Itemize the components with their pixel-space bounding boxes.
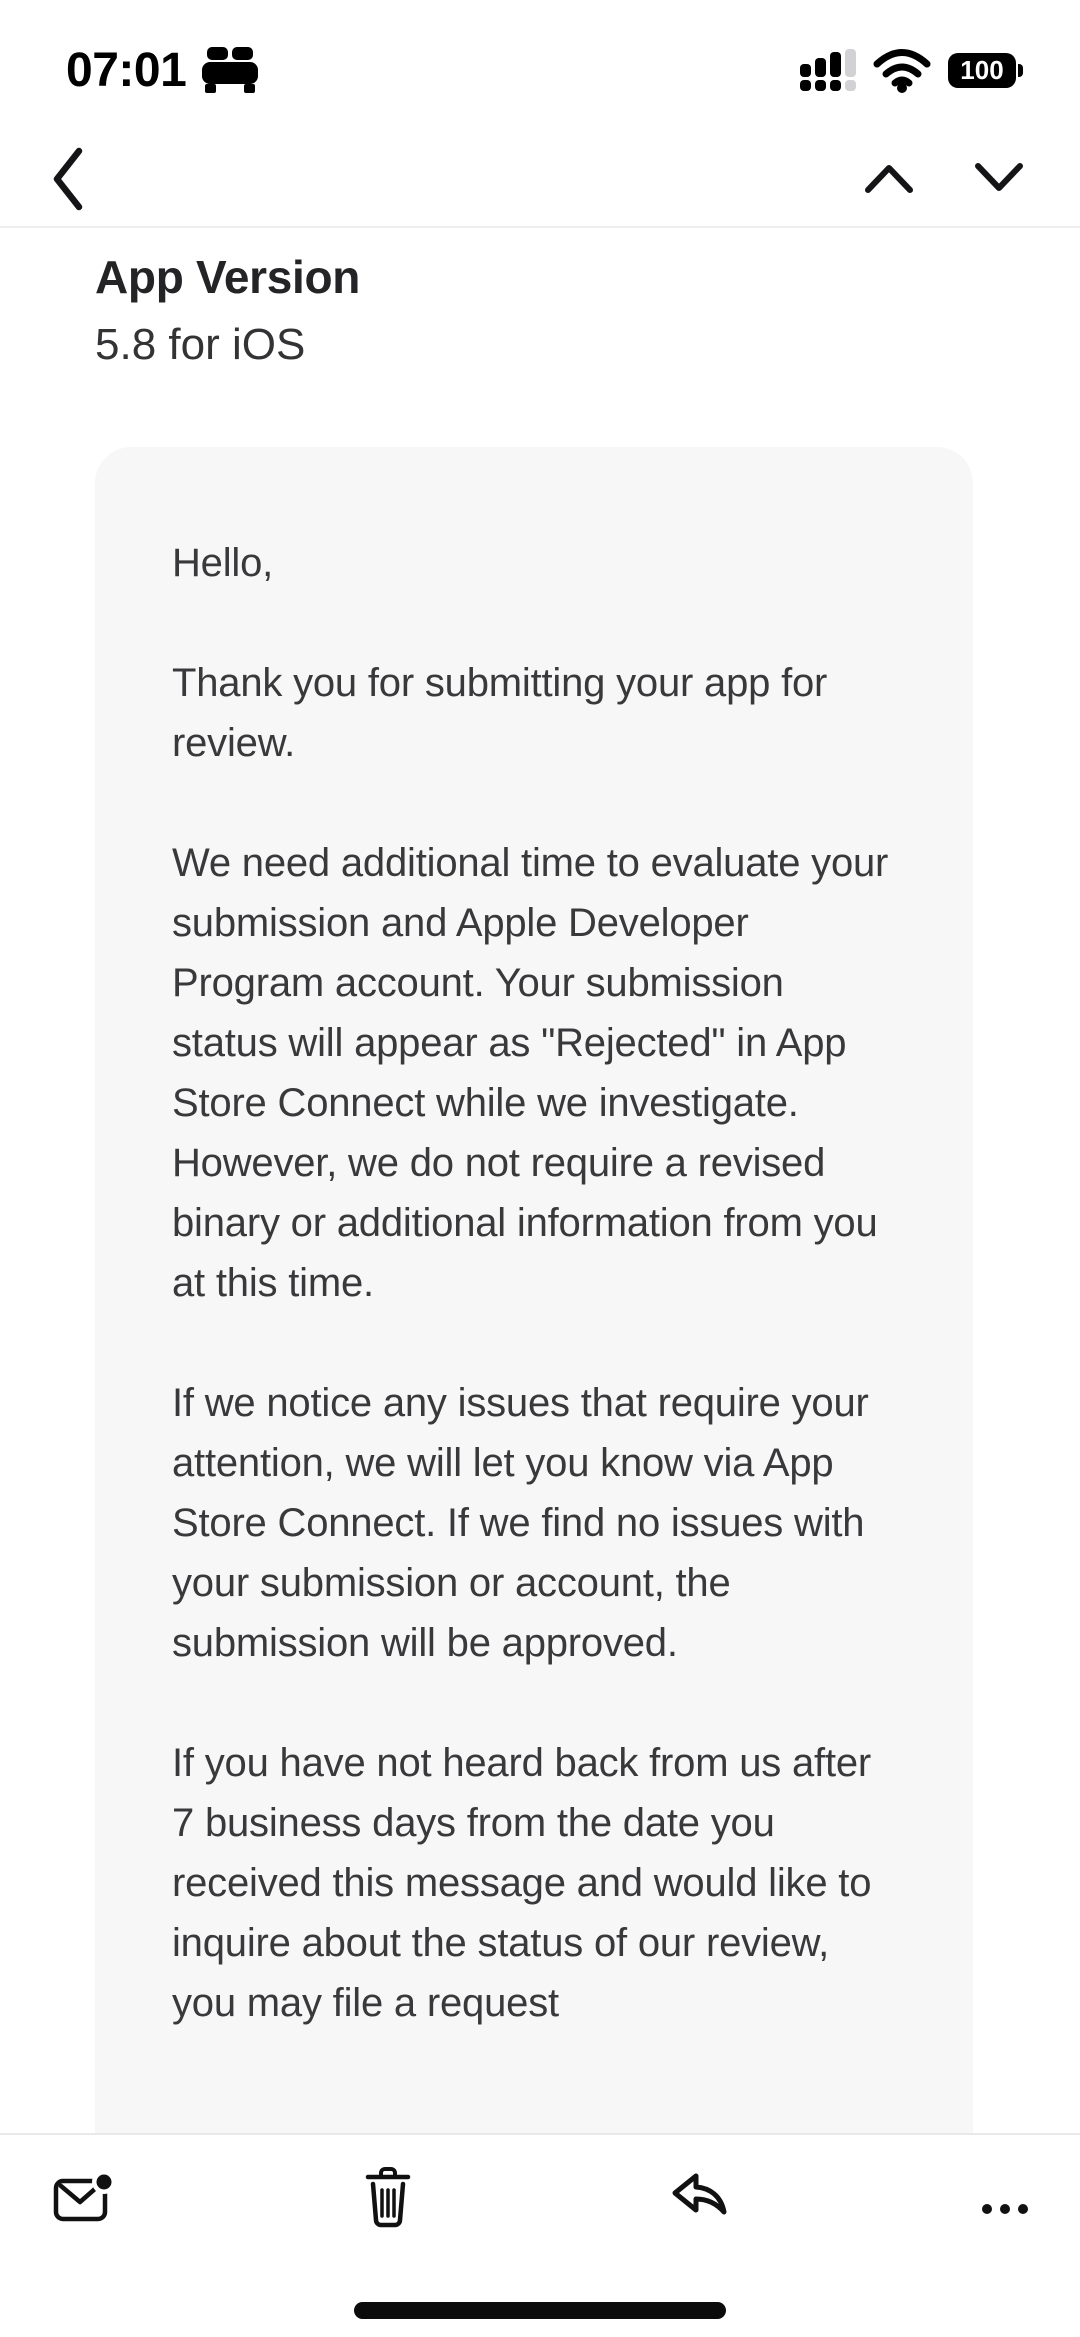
back-button[interactable] [50, 142, 100, 216]
next-message-button[interactable] [972, 156, 1026, 200]
battery-indicator [948, 53, 1016, 88]
reply-button[interactable] [668, 2165, 732, 2229]
ellipsis-icon [981, 2203, 1029, 2215]
body-paragraph: We need additional time to evaluate your submission and Apple Developer Program account. Your submission status will appear as "Rejected" in App Store Connect while we investigate. However, we do not require a revised binary or additional information from you at this time. [172, 841, 889, 1305]
chevron-up-icon [863, 160, 915, 196]
status-time: 07:01 [66, 43, 187, 97]
chevron-left-icon [50, 147, 86, 211]
message-nav-group [862, 156, 1026, 200]
message-subtitle: 5.8 for iOS [95, 320, 306, 369]
delete-button[interactable] [356, 2165, 420, 2229]
message-subject: App Version [95, 251, 361, 303]
body-paragraph: Hello, [172, 541, 274, 585]
envelope-unread-icon [52, 2171, 112, 2223]
bed-icon [202, 47, 258, 93]
body-paragraph: Thank you for submitting your app for review. [172, 661, 828, 765]
previous-message-button[interactable] [862, 156, 916, 200]
email-body-card [95, 447, 973, 2133]
battery-cap [1018, 64, 1023, 77]
nav-bar [0, 130, 1080, 228]
body-paragraph: If you have not heard back from us after 7 business days from the date you received this message and would like to inquire about the status of our review, you may file a request [172, 1741, 872, 2025]
chevron-down-icon [973, 160, 1025, 196]
home-indicator[interactable] [354, 2302, 726, 2319]
message-header [95, 250, 360, 370]
more-button[interactable] [973, 2177, 1037, 2241]
mark-unread-button[interactable] [50, 2165, 114, 2229]
email-body [95, 447, 973, 2033]
reply-icon [670, 2170, 730, 2224]
status-time-group [66, 43, 258, 98]
body-paragraph: If we notice any issues that require your attention, we will let you know via App Store Connect. If we find no issues with your submission or account, the submission will be approved. [172, 1381, 869, 1665]
status-right-group [800, 47, 1016, 93]
trash-icon [360, 2166, 416, 2228]
status-bar [0, 0, 1080, 130]
battery-percent: 100 [960, 55, 1004, 85]
cellular-signal-icon [800, 49, 856, 91]
wifi-icon [873, 47, 931, 93]
